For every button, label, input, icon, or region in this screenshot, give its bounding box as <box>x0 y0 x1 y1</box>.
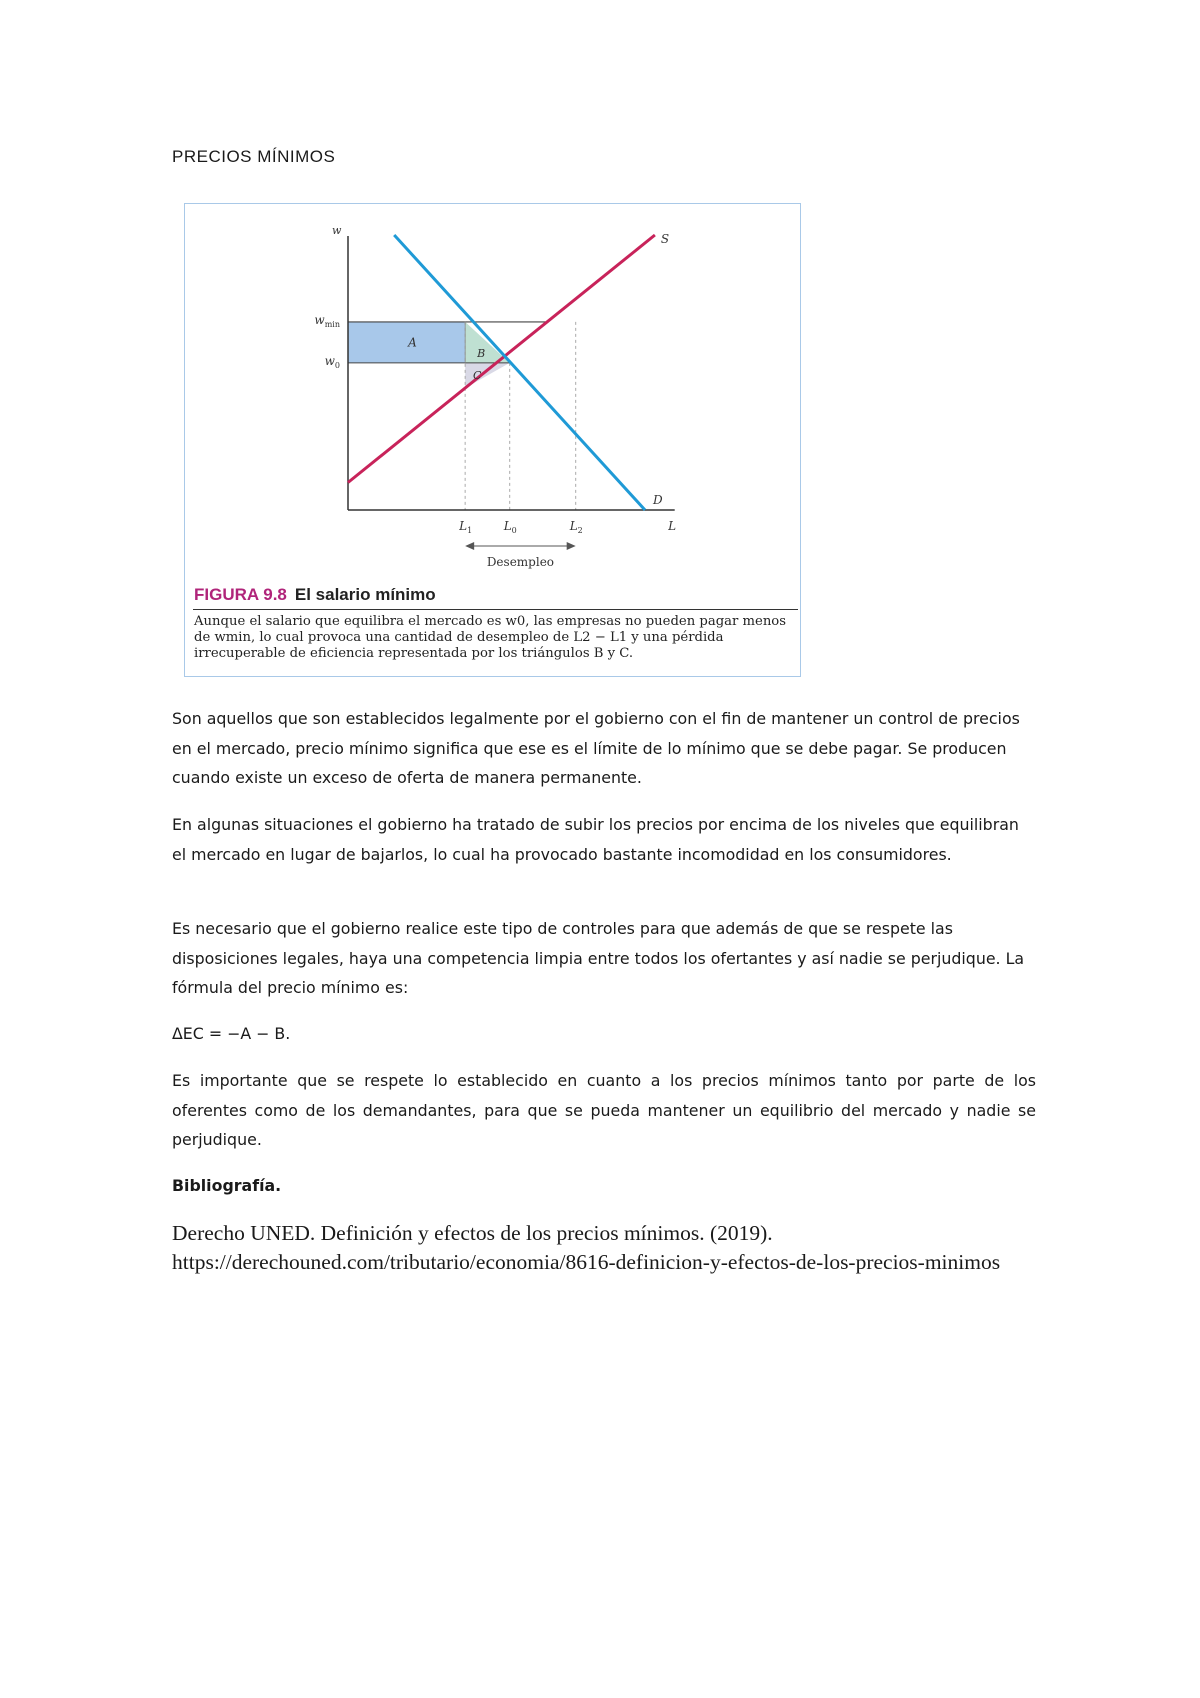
y-axis-label: w <box>332 224 342 237</box>
l0-label: $L_0$ <box>503 519 517 535</box>
demand-curve <box>394 235 645 510</box>
figure-heading <box>194 585 436 605</box>
demand-label: D <box>653 493 663 507</box>
paragraph-1: Son aquellos que son establecidos legalmente por el gobierno con el fin de mantener un control de precios en el mercado, precio mínimo significa que ese es el límite de lo mínimo que se debe pagar. Se producen cuando existe un exceso de oferta de manera permanente. <box>172 709 1020 787</box>
bibliography-entry: Derecho UNED. Definición y efectos de los precios mínimos. (2019). https://derechouned.com/tributario/economia/8616-definicion-y-efectos-de-los-precios-minimos <box>172 1221 1001 1274</box>
formula: ΔEC = −A − B. <box>172 1024 291 1043</box>
region-a-label: A <box>408 335 417 350</box>
l2-label: $L_2$ <box>569 519 583 535</box>
bibliography-heading: Bibliografía. <box>172 1176 282 1195</box>
unemployment-arrow-right-head <box>567 542 576 550</box>
region-a <box>348 322 465 363</box>
unemployment-arrow-left-head <box>465 542 474 550</box>
figure-9-8 <box>184 203 801 677</box>
wmin-label: $w_{min}$ <box>314 312 340 329</box>
figure-caption: Aunque el salario que equilibra el mercado es w0, las empresas no pueden pagar menos de wmin, lo cual provoca una cantidad de desempleo de L2 − L1 y una pérdida irrecuperable de eficiencia representada por los triángulos B y C. <box>194 614 787 661</box>
region-b-label: B <box>477 346 486 360</box>
figure-divider <box>193 609 798 610</box>
figure-number: FIGURA 9.8 <box>194 585 287 604</box>
page-title: PRECIOS MÍNIMOS <box>172 147 336 166</box>
paragraph-4: Es importante que se respete lo establecido en cuanto a los precios mínimos tanto por parte de los oferentes como de los demandantes, para que se pueda mantener un equilibrio del mercado y nadie se perjudique. <box>172 1071 1036 1149</box>
supply-label: S <box>660 232 670 246</box>
region-c-label: C <box>472 368 482 382</box>
paragraph-2: En algunas situaciones el gobierno ha tratado de subir los precios por encima de los niveles que equilibran el mercado en lugar de bajarlos, lo cual ha provocado bastante incomodidad en los consumidores. <box>172 815 1019 864</box>
paragraph-3: Es necesario que el gobierno realice este tipo de controles para que además de que se respete las disposiciones legales, haya una competencia limpia entre todos los ofertantes y así nadie se perjudique. La fórmula del precio mínimo es: <box>172 919 1025 997</box>
l1-label: $L_1$ <box>459 519 473 535</box>
x-axis-label: L <box>668 519 677 533</box>
unemployment-label: Desempleo <box>486 555 555 569</box>
w0-label: $w_0$ <box>324 353 340 370</box>
figure-name: El salario mínimo <box>294 585 436 604</box>
minimum-wage-chart <box>185 204 802 584</box>
